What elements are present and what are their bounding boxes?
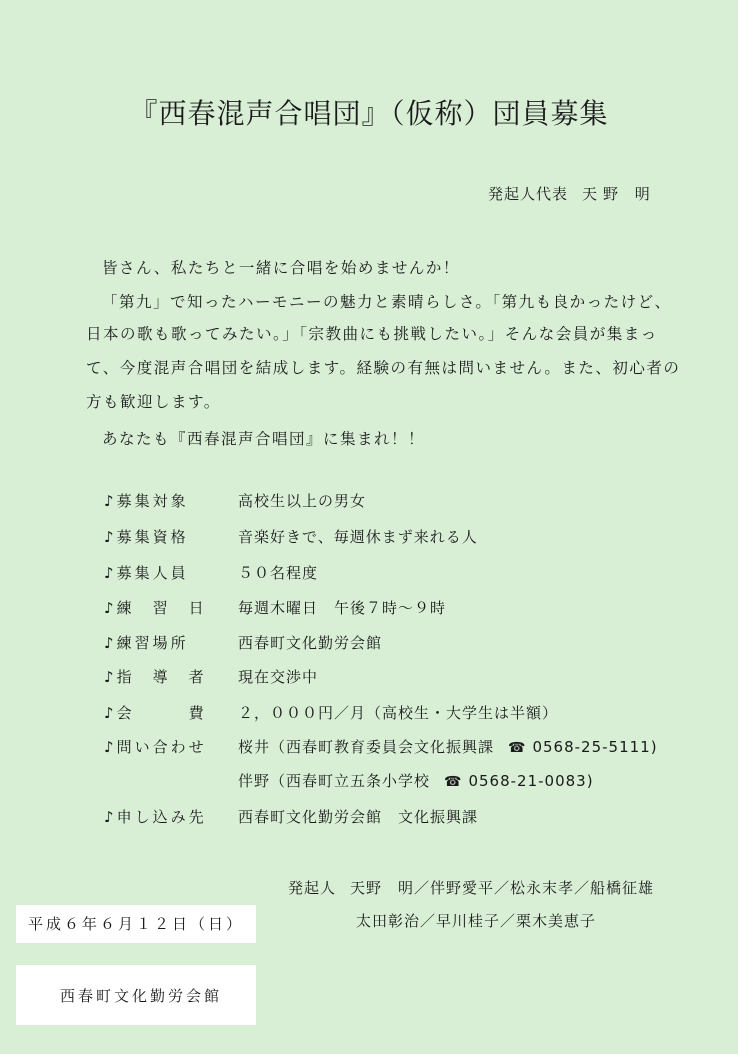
detail-value: 西春町文化勤労会館 文化振興課 — [238, 808, 479, 826]
contact-name: 桜井（西春町教育委員会文化振興課 — [238, 738, 495, 756]
detail-label: ♪会 費 — [104, 704, 207, 722]
detail-value: 毎週木曜日 午後７時～９時 — [238, 599, 447, 617]
detail-value: 音楽好きで、毎週休まず来れる人 — [238, 528, 478, 546]
venue-box: 西春町文化勤労会館 — [16, 965, 256, 1025]
detail-value: 現在交渉中 — [238, 668, 319, 686]
sender-line — [488, 183, 656, 204]
detail-value: ５０名程度 — [238, 564, 319, 582]
detail-value: 高校生以上の男女 — [238, 492, 367, 510]
date-box: 平成６年６月１２日（日） — [16, 905, 256, 943]
detail-label: ♪練習場所 — [104, 634, 189, 652]
contact-phone: 0568-25-5111) — [532, 738, 658, 756]
phone-icon: ☎ — [508, 740, 527, 756]
intro-line-2: 「第九」で知ったハーモニーの魅力と素晴らしさ。「第九も良かったけど、 — [102, 293, 672, 311]
phone-icon: ☎ — [444, 774, 463, 790]
detail-label: ♪募集対象 — [104, 492, 189, 510]
sender-role: 発起人代表 — [488, 185, 569, 203]
founders-names: 天野 明／伴野愛平／松永末孝／船橋征雄 — [350, 879, 655, 897]
sender-name: 天野 明 — [582, 185, 656, 203]
detail-label: ♪募集人員 — [104, 564, 189, 582]
intro-line-5: 方も歓迎します。 — [86, 393, 221, 411]
founders-line-1 — [288, 877, 654, 898]
intro-line-3: 日本の歌も歌ってみたい。」「宗教曲にも挑戦したい。」そんな会員が集まっ — [86, 325, 658, 343]
detail-value: ２，０００円／月（高校生・大学生は半額） — [238, 704, 559, 722]
detail-value — [238, 770, 594, 791]
page-title: 『西春混声合唱団』（仮称）団員募集 — [129, 97, 609, 130]
intro-line-4: て、今度混声合唱団を結成します。経験の有無は問いません。また、初心者の — [86, 359, 681, 377]
contact-name: 伴野（西春町立五条小学校 — [238, 772, 431, 790]
intro-line-1: 皆さん、私たちと一緒に合唱を始めませんか！ — [102, 259, 460, 277]
detail-value: 西春町文化勤労会館 — [238, 634, 383, 652]
detail-label: ♪募集資格 — [104, 528, 189, 546]
detail-label: ♪指 導 者 — [104, 668, 207, 686]
detail-label: ♪申し込み先 — [104, 808, 207, 826]
contact-phone: 0568-21-0083) — [468, 772, 594, 790]
founders-label: 発起人 — [288, 879, 337, 897]
founders-line-2: 太田彰治／早川桂子／栗木美恵子 — [356, 912, 597, 930]
detail-label: ♪問い合わせ — [104, 738, 207, 756]
detail-value — [238, 736, 658, 757]
intro-line-6: あなたも『西春混声合唱団』に集まれ！！ — [102, 430, 426, 448]
detail-label: ♪練 習 日 — [104, 599, 207, 617]
